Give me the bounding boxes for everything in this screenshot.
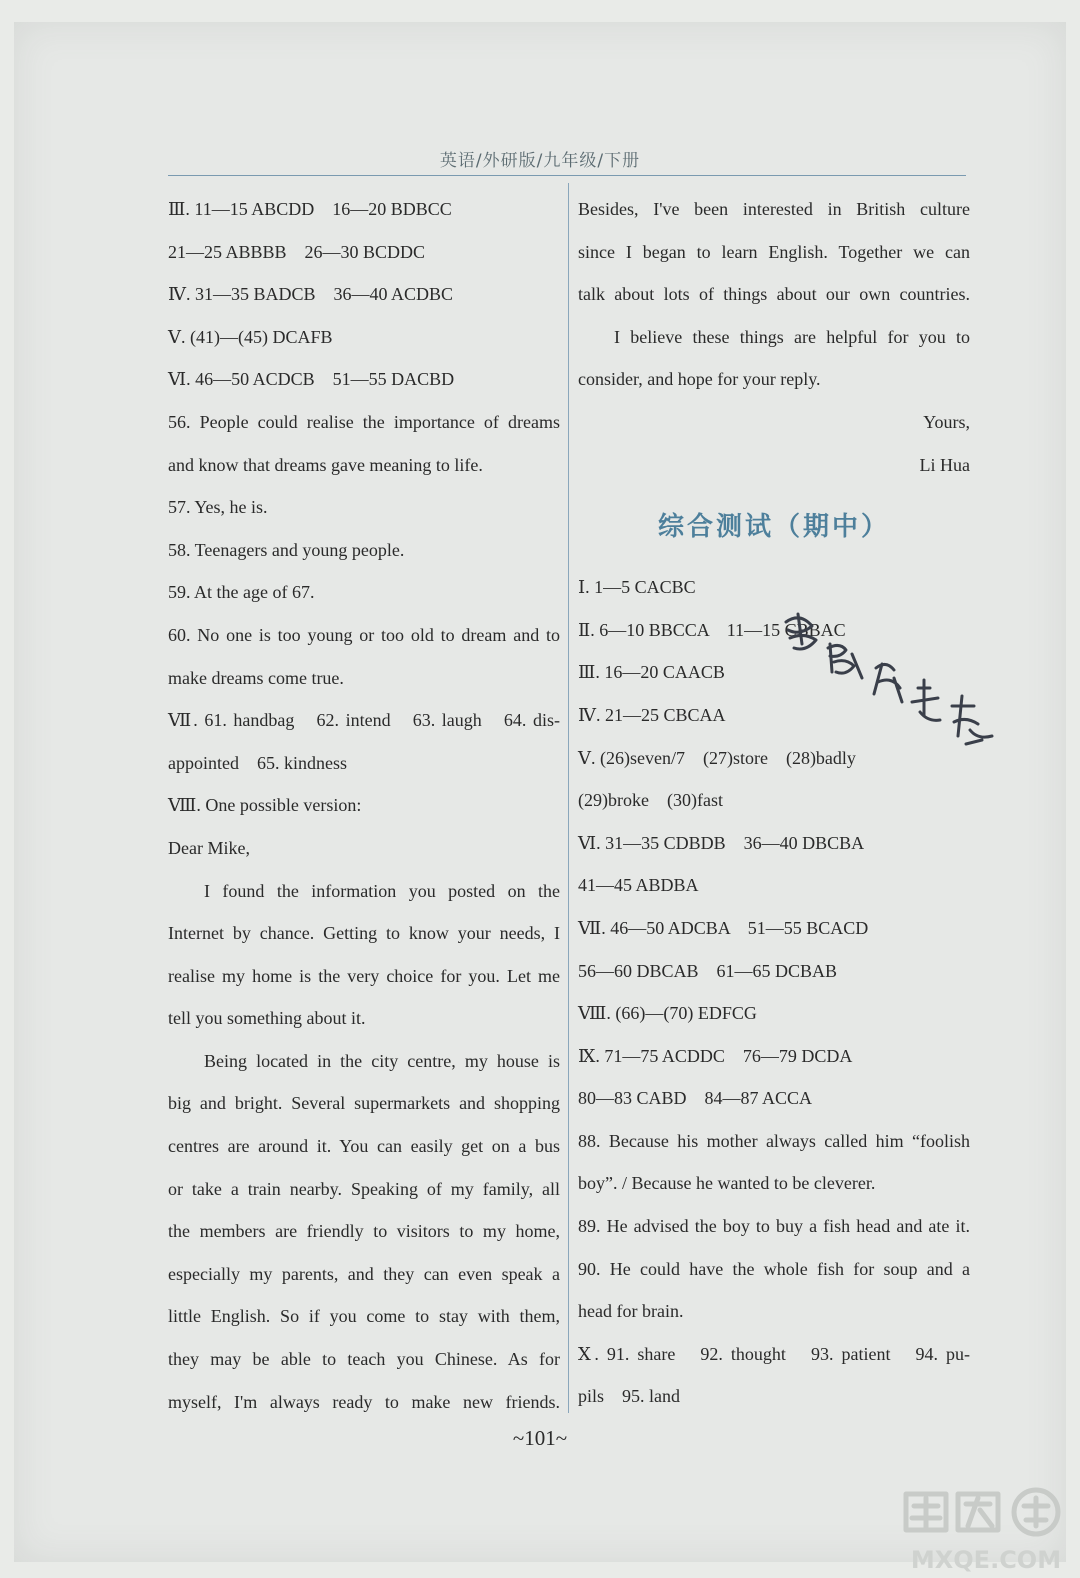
letter-line: Besides, I've been interested in British culture bbox=[578, 199, 970, 219]
answer-line: 56. People could realise the importance of dreams bbox=[168, 411, 560, 432]
letter-line: Internet by chance. Getting to know your needs, I bbox=[168, 923, 560, 944]
answer-line: 88. Because his mother always called him “foolish bbox=[578, 1130, 970, 1151]
answer-line: 80—83 CABD 84—87 ACCA bbox=[578, 1088, 813, 1109]
answer-line: (29)broke (30)fast bbox=[578, 790, 723, 811]
watermark-url: MXQE.COM bbox=[910, 1546, 1062, 1574]
answer-line: Ⅶ. 61. handbag 62. intend 63. laugh 64. dis- bbox=[168, 710, 560, 731]
letter-line: realise my home is the very choice for you. Let me bbox=[168, 965, 560, 986]
answer-line: Ⅵ. 46—50 ACDCB 51—55 DACBD bbox=[168, 369, 455, 390]
answer-line: 90. He could have the whole fish for soup and a bbox=[578, 1258, 970, 1279]
answer-line: 41—45 ABDBA bbox=[578, 875, 699, 896]
answer-line: Ⅶ. 46—50 ADCBA 51—55 BCACD bbox=[578, 917, 869, 938]
letter-line: myself, I'm always ready to make new friends. bbox=[168, 1391, 560, 1412]
page-header: 英语/外研版/九年级/下册 bbox=[439, 151, 641, 171]
answer-line: Ⅴ. (26)seven/7 (27)store (28)badly bbox=[578, 747, 856, 768]
letter-line: tell you something about it. bbox=[168, 1008, 366, 1029]
answer-line: Ⅵ. 31—35 CDBDB 36—40 DBCBA bbox=[578, 832, 865, 853]
letter-line: I believe these things are helpful for you to bbox=[614, 326, 970, 347]
answer-line: pils 95. land bbox=[578, 1386, 680, 1407]
answer-line: Ⅳ. 21—25 CBCAA bbox=[578, 704, 726, 725]
answer-line: Ⅷ. One possible version: bbox=[168, 795, 362, 816]
letter-line: little English. So if you come to stay with them, bbox=[168, 1306, 560, 1327]
answer-line: 21—25 ABBBB 26—30 BCDDC bbox=[168, 241, 426, 262]
letter-line: I found the information you posted on the bbox=[204, 880, 560, 901]
answer-line: Ⅰ. 1—5 CACBC bbox=[578, 577, 696, 598]
letter-salutation: Dear Mike, bbox=[168, 837, 250, 858]
right-column bbox=[578, 188, 970, 1418]
answer-line: Ⅸ. 71—75 ACDDC 76—79 DCDA bbox=[578, 1045, 853, 1066]
answer-line: appointed 65. kindness bbox=[168, 752, 347, 773]
answer-line: 59. At the age of 67. bbox=[168, 582, 315, 603]
header-rule bbox=[168, 175, 966, 176]
page-number: ~101~ bbox=[512, 1426, 568, 1450]
letter-line: big and bright. Several supermarkets and shopping bbox=[168, 1093, 560, 1114]
letter-line: consider, and hope for your reply. bbox=[578, 369, 821, 390]
answer-line: 89. He advised the boy to buy a fish head and ate it. bbox=[578, 1216, 970, 1237]
section-title: 综合测试（期中） bbox=[657, 512, 890, 543]
answer-line: and know that dreams gave meaning to life. bbox=[168, 454, 483, 475]
letter-line: or take a train nearby. Speaking of my family, all bbox=[168, 1178, 560, 1199]
answer-line: head for brain. bbox=[578, 1301, 684, 1322]
left-column bbox=[168, 188, 560, 1423]
answer-line: Ⅳ. 31—35 BADCB 36—40 ACDBC bbox=[168, 284, 454, 305]
handwritten-note-scribble bbox=[778, 604, 1008, 774]
letter-line: especially my parents, and they can even speak a bbox=[168, 1263, 560, 1284]
answer-line: 56—60 DBCAB 61—65 DCBAB bbox=[578, 960, 838, 981]
letter-line: centres are around it. You can easily get on a bus bbox=[168, 1136, 560, 1157]
answer-line: Ⅱ. 6—10 BBCCA 11—15 CBBAC bbox=[578, 619, 846, 640]
watermark-logo bbox=[896, 1484, 1076, 1578]
answer-line: 57. Yes, he is. bbox=[168, 497, 268, 518]
answer-line: Ⅴ. (41)—(45) DCAFB bbox=[168, 326, 333, 347]
answer-line: Ⅲ. 11—15 ABCDD 16—20 BDBCC bbox=[168, 199, 452, 219]
answer-line: boy”. / Because he wanted to be cleverer. bbox=[578, 1173, 876, 1194]
answer-line: 60. No one is too young or too old to dream and to bbox=[168, 624, 560, 645]
answer-line: Ⅷ. (66)—(70) EDFCG bbox=[578, 1003, 757, 1024]
letter-line: they may be able to teach you Chinese. As for bbox=[168, 1349, 560, 1370]
letter-line: talk about lots of things about our own countries. bbox=[578, 284, 970, 305]
column-divider bbox=[568, 183, 569, 1413]
answer-line: Ⅹ. 91. share 92. thought 93. patient 94. pu- bbox=[578, 1343, 970, 1364]
letter-line: Being located in the city centre, my house is bbox=[204, 1050, 560, 1071]
letter-signature: Li Hua bbox=[919, 454, 970, 475]
answer-line: make dreams come true. bbox=[168, 667, 344, 688]
letter-closing: Yours, bbox=[923, 411, 970, 432]
answer-line: 58. Teenagers and young people. bbox=[168, 539, 405, 560]
letter-line: since I began to learn English. Together we can bbox=[578, 241, 970, 262]
letter-line: the members are friendly to visitors to my home, bbox=[168, 1221, 560, 1242]
answer-line: Ⅲ. 16—20 CAACB bbox=[578, 662, 725, 683]
